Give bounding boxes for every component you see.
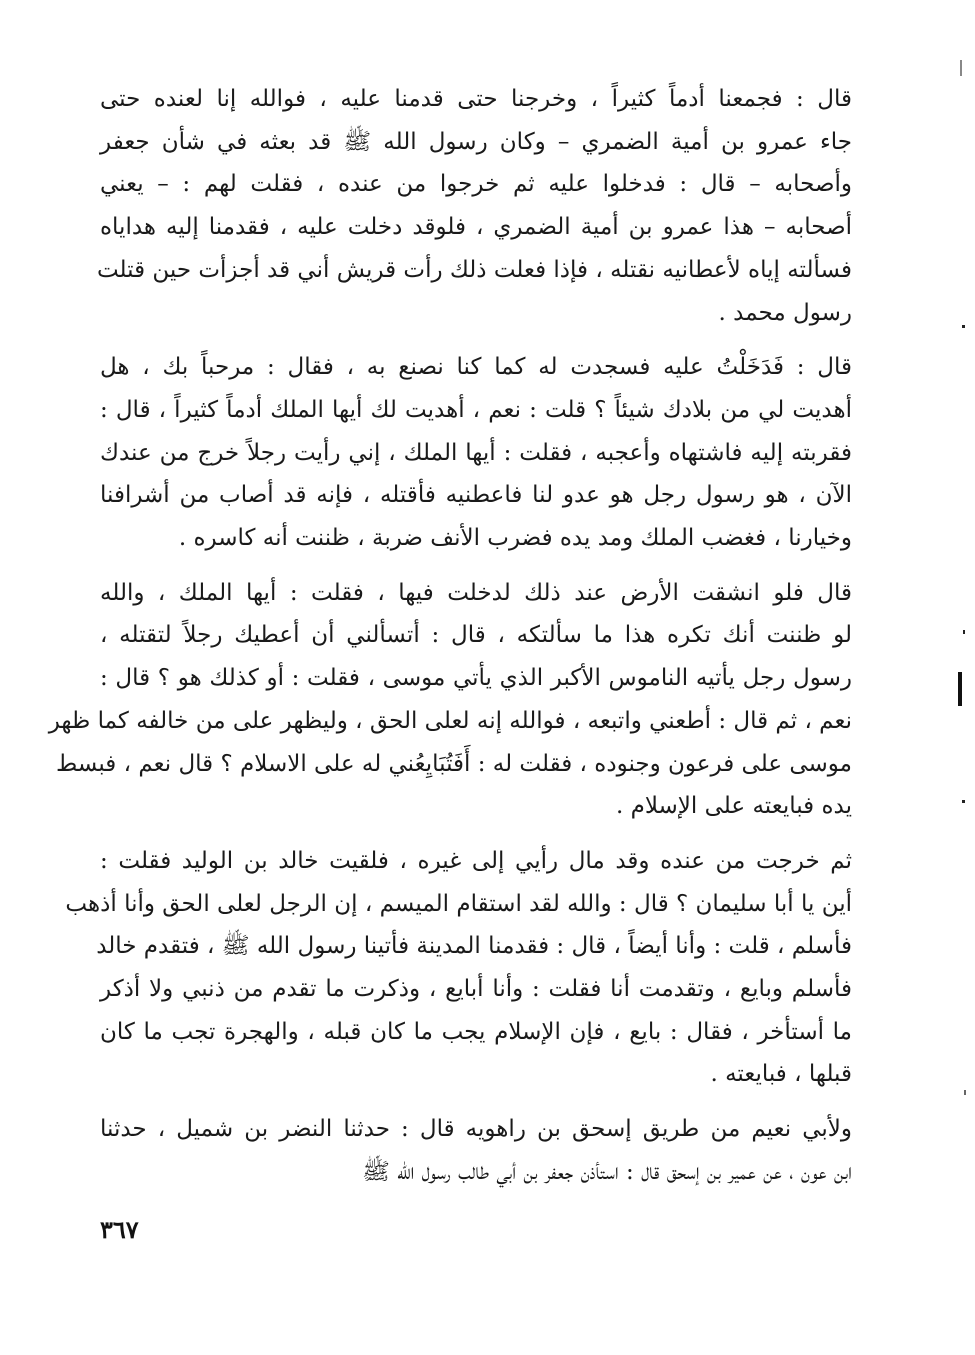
text-line: يده فبايعته على الإسلام .	[615, 793, 852, 820]
paragraph-2	[100, 346, 852, 560]
text-line: فأسلم ، قلت : وأنا أيضاً ، قال : فقدمنا المدينة فأتينا رسول الله ﷺ ، فتقدم خالد	[96, 933, 852, 960]
text-line: وخيارنا ، فغضب الملك ومد يده فضرب الأنف ضربة ، ظننت أنه كاسره .	[178, 525, 852, 552]
paragraph-3	[48, 572, 852, 828]
text-line: رسول رجل يأتيه الناموس الأكبر الذي يأتي موسى ، فقلت : أو كذلك هو ؟ قال :	[100, 665, 852, 692]
text-line: قال : فَدَخَلْتُ عليه فسجدت له كما كنا نصنع به ، فقال : مرحباً بك ، هل	[100, 354, 852, 381]
scan-edge-mark	[963, 630, 965, 634]
scan-edge-mark	[960, 60, 962, 76]
text-line: أين يا أبا سليمان ؟ قال : والله لقد استقام الميسم ، إن الرجل لعلى الحق وأنا أذهب	[65, 890, 852, 917]
text-line: قال : فجمعنا أدماً كثيراً ، وخرجنا حتى قدمنا عليه ، فوالله إنا لعنده حتى	[100, 86, 852, 112]
text-line: نعم ، ثم قال : أطعني واتبعه ، فوالله إنه لعلى الحق ، وليظهر على من خالفه كما ظهر	[48, 707, 852, 734]
scan-edge-mark	[964, 1090, 966, 1095]
text-line: موسى على فرعون وجنوده ، فقلت له : أَفَتُبَايِعُني له على الاسلام ؟ قال نعم ، فبسط	[56, 750, 852, 777]
text-line: قبلها ، فبايعته .	[710, 1061, 852, 1088]
text-line: قال فلو انشقت الأرض عند ذلك لدخلت فيها ، فقلت : أيها الملك ، والله	[100, 579, 852, 606]
paragraph-1	[96, 78, 852, 334]
text-line: أهديت لي من بلادك شيئاً ؟ قلت : نعم ، أهديت لك أيها الملك أدماً كثيراً ، قال :	[100, 396, 852, 423]
scan-edge-mark	[962, 800, 965, 803]
text-line: لو ظننت أنك تكره هذا ما سألتكه ، قال : أتسألني أن أعطيك رجلاً لتقتله ،	[100, 622, 852, 649]
text-line: ثم خرجت من عنده وقد مال رأيي إلى غيره ، فلقيت خالد بن الوليد فقلت :	[100, 847, 852, 874]
text-line: فقربته إليه فاشتهاه وأعجبه ، فقلت : أيها الملك ، إني رأيت رجلاً خرج من عندك	[100, 439, 852, 466]
scan-edge-mark	[962, 325, 965, 328]
text-line: ولأبي نعيم من طريق إسحق بن راهويه قال : حدثنا النضر بن شميل ، حدثنا	[100, 1116, 852, 1143]
page-number: ٣٦٧	[100, 1215, 139, 1244]
text-line: ما أستأخر ، فقال : بايع ، فإن الإسلام يجب ما كان قبله ، والهجرة تجب ما كان	[100, 1018, 852, 1045]
body-text	[48, 78, 852, 1206]
text-line: رسول محمد .	[718, 299, 852, 326]
paragraph-5	[100, 1108, 852, 1193]
text-line: وأصحابه – قال : فدخلوا عليه ثم خرجوا من عنده ، فقلت لهم : – يعني	[100, 171, 852, 198]
text-line: ابن عون ، عن عمير بن إسحق قال : استأذن جعفر بن أبي طالب رسول الله ﷺ	[362, 1158, 852, 1185]
paragraph-4	[65, 840, 852, 1096]
text-line: أصحابه – هذا عمرو بن أمية الضمري ، فلوقد دخلت عليه ، فقدمنا إليه هداياه	[100, 214, 852, 241]
text-line: فأسلم وبايع ، وتقدمت أنا فقلت : وأنا أبايع ، وذكرت ما تقدم من ذنبي ولا أذكر	[100, 976, 852, 1003]
text-line: جاء عمرو بن أمية الضمري – وكان رسول الله ﷺ قد بعثه في شأن جعفر	[100, 128, 852, 155]
text-line: الآن ، هو رسول رجل هو عدو لنا فاعطنيه فأقتله ، فإنه قد أصاب من أشرافنا	[100, 482, 852, 509]
text-line: فسألته إياه لأعطانيه نقتله ، فإذا فعلت ذلك رأت قريش أني قد أجزأت حين قتلت	[96, 256, 852, 283]
scan-edge-mark	[958, 672, 962, 706]
